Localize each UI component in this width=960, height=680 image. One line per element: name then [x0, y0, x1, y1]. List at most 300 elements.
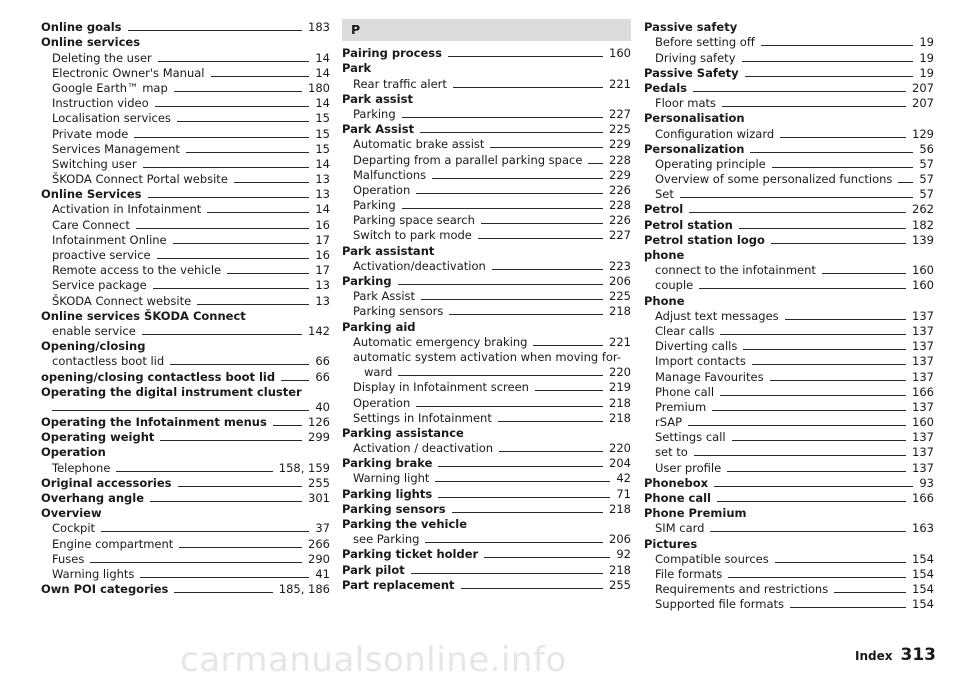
leader-line [179, 547, 302, 548]
index-entry [41, 262, 330, 277]
index-term: Operating weight [41, 430, 155, 445]
leader-line [714, 486, 913, 487]
index-term: Warning lights [52, 566, 135, 581]
index-term: Overhang angle [41, 491, 145, 505]
index-term: Phone call [655, 384, 715, 399]
index-term: Online Services [41, 187, 142, 202]
page-ref: 137 [912, 308, 934, 323]
index-entry [342, 334, 631, 349]
leader-line [492, 269, 603, 270]
index-term: Telephone [52, 460, 111, 475]
leader-line [780, 137, 906, 138]
index-entry [342, 182, 631, 197]
index-entry [342, 45, 631, 60]
page-ref: 137 [912, 430, 934, 445]
index-term: enable service [52, 323, 136, 338]
leader-line [689, 212, 906, 213]
leader-line [142, 334, 302, 335]
index-term: Premium [655, 399, 707, 414]
page-ref: 207 [912, 80, 934, 95]
index-entry [644, 535, 934, 550]
index-term: Petrol station [644, 217, 733, 232]
leader-line [770, 380, 906, 381]
index-term: Park assistant [342, 243, 435, 258]
index-term: Park assist [342, 91, 413, 106]
leader-line [750, 152, 913, 153]
index-entry [41, 429, 330, 444]
index-term: Compatible sources [655, 551, 769, 566]
index-term: Operating the Infotainment menus [41, 415, 267, 430]
index-entry [41, 444, 330, 459]
index-entry [342, 121, 631, 136]
leader-line [402, 117, 603, 118]
leader-line [155, 106, 310, 107]
index-entry [644, 216, 934, 231]
page-ref: 219 [609, 380, 631, 395]
page-ref: 14 [315, 156, 330, 171]
index-term: Before setting off [655, 35, 755, 50]
watermark: carmanualsonline.info [180, 640, 567, 680]
footer-label: Index [855, 649, 893, 663]
index-term: Parking the vehicle [342, 517, 468, 531]
leader-line [680, 197, 913, 198]
index-entry [342, 258, 631, 273]
page-ref: 13 [315, 278, 330, 293]
index-term: Petrol station logo [644, 232, 765, 247]
index-entry [644, 551, 934, 566]
page-ref: 160 [912, 278, 934, 293]
leader-line [739, 228, 906, 229]
index-entry [644, 49, 934, 64]
index-term: Supported file formats [655, 597, 785, 612]
index-entry [41, 110, 330, 125]
index-entry [41, 368, 330, 383]
page-ref: 15 [315, 111, 330, 126]
index-term: Settings call [655, 430, 726, 445]
leader-line [712, 410, 906, 411]
leader-line [273, 425, 302, 426]
page-ref: 129 [912, 126, 934, 141]
index-entry [644, 368, 934, 383]
index-entry [41, 80, 330, 95]
page-ref: 227 [609, 106, 631, 121]
page-ref: 182 [912, 217, 934, 232]
leader-line [173, 243, 310, 244]
index-term: Cockpit [52, 521, 96, 536]
index-entry [644, 247, 934, 262]
page-ref: 218 [609, 410, 631, 425]
section-letter-header: P [342, 19, 631, 41]
index-entry [342, 349, 631, 364]
leader-line [136, 228, 310, 229]
index-term: Personalisation [644, 111, 745, 126]
index-entry [342, 470, 631, 485]
page-ref: 37 [315, 521, 330, 536]
leader-line [420, 132, 603, 133]
index-entry [342, 242, 631, 257]
leader-line [448, 56, 603, 57]
leader-line [771, 243, 906, 244]
page-ref: 137 [912, 399, 934, 414]
page-ref: 206 [609, 274, 631, 288]
index-term: User profile [655, 460, 722, 475]
page-ref: 225 [609, 122, 631, 137]
page-ref: 13 [315, 187, 330, 202]
index-term: Overview [41, 506, 102, 521]
index-entry [342, 410, 631, 425]
index-entry [644, 232, 934, 247]
leader-line [461, 588, 604, 589]
index-entry [644, 566, 934, 581]
page-ref: 206 [609, 532, 631, 547]
index-entry [41, 49, 330, 64]
leader-line [90, 562, 302, 563]
page-ref: 290 [308, 551, 330, 566]
index-term: Automatic brake assist [353, 137, 485, 152]
index-entry [41, 505, 330, 520]
leader-line [281, 380, 309, 381]
leader-line [717, 501, 906, 502]
index-term: Park [342, 61, 372, 76]
index-term: Settings in Infotainment [353, 410, 492, 425]
index-term: Online services ŠKODA Connect [41, 308, 246, 323]
index-term: Own POI categories [41, 582, 169, 597]
index-term: Operation [353, 395, 411, 410]
index-entry [342, 379, 631, 394]
index-term: Phone [644, 293, 685, 308]
index-term: Private mode [52, 126, 129, 141]
index-term: Set [655, 187, 674, 202]
page-ref: 207 [912, 96, 934, 111]
index-term: Services Management [52, 141, 180, 156]
leader-line [177, 121, 309, 122]
leader-line [227, 273, 309, 274]
leader-line [728, 577, 906, 578]
index-entry [41, 338, 330, 353]
leader-line [484, 557, 610, 558]
index-entry [644, 459, 934, 474]
page-ref: 19 [919, 50, 934, 65]
index-entry [342, 364, 631, 379]
page-ref: 14 [315, 202, 330, 217]
leader-line [710, 531, 906, 532]
leader-line [694, 455, 906, 456]
leader-line [822, 273, 906, 274]
leader-line [742, 61, 914, 62]
leader-line [425, 542, 603, 543]
leader-line [720, 395, 906, 396]
index-term: Opening/closing [41, 339, 146, 354]
index-term: Original accessories [41, 475, 172, 490]
page-ref: 13 [315, 293, 330, 308]
page-ref: 137 [912, 445, 934, 460]
index-term: Parking [353, 106, 396, 121]
index-term: Parking [342, 274, 392, 288]
index-term: Activation in Infotainment [52, 202, 202, 217]
index-term: Display in Infotainment screen [353, 380, 529, 395]
page-ref: 42 [616, 471, 631, 486]
index-term: Service package [52, 278, 147, 293]
page-ref: 154 [912, 566, 934, 581]
index-term: Park Assist [353, 289, 416, 304]
leader-line [699, 288, 906, 289]
page-ref: 154 [912, 582, 934, 597]
index-term: SIM card [655, 521, 705, 536]
page-ref: 41 [315, 566, 330, 581]
index-entry [644, 156, 934, 171]
index-term: Online services [41, 35, 141, 50]
index-entry [342, 485, 631, 500]
index-column-3 [644, 19, 934, 611]
page-ref: 183 [308, 20, 330, 35]
index-entry [644, 277, 934, 292]
index-term: Operation [41, 445, 106, 460]
page-ref: 166 [912, 384, 934, 399]
page-ref: 220 [609, 365, 631, 380]
index-entry [644, 19, 934, 34]
leader-line [732, 440, 906, 441]
index-entry [41, 65, 330, 80]
index-entry [342, 197, 631, 212]
index-term: rSAP [655, 415, 683, 430]
leader-line [688, 425, 906, 426]
index-term: automatic system activation when moving for- [353, 349, 622, 364]
page-ref: 19 [919, 65, 934, 80]
page-ref: 166 [912, 491, 934, 505]
leader-line [772, 167, 914, 168]
leader-line [481, 223, 603, 224]
index-entry [644, 505, 934, 520]
page-ref: 137 [912, 323, 934, 338]
page-ref: 16 [315, 248, 330, 262]
index-entry [342, 273, 631, 288]
index-entry [644, 186, 934, 201]
index-entry [644, 34, 934, 49]
page-ref: 56 [919, 141, 934, 156]
leader-line [745, 76, 914, 77]
leader-line [722, 106, 906, 107]
index-term: Park Assist [342, 122, 415, 137]
leader-line [234, 182, 309, 183]
index-entry [644, 444, 934, 459]
leader-line [52, 410, 309, 411]
page-ref: 158, 159 [278, 460, 330, 475]
index-term: Manage Favourites [655, 369, 764, 384]
index-entry [342, 91, 631, 106]
page-footer [855, 645, 936, 665]
leader-line [398, 375, 603, 376]
leader-line [148, 197, 310, 198]
leader-line [752, 364, 906, 365]
index-entry [644, 262, 934, 277]
page-ref: 137 [912, 339, 934, 354]
index-entry [342, 60, 631, 75]
leader-line [743, 349, 906, 350]
index-term: Parking sensors [342, 501, 446, 516]
index-entry [41, 186, 330, 201]
index-term: Parking ticket holder [342, 547, 479, 562]
page-ref: 228 [609, 152, 631, 167]
leader-line [727, 471, 906, 472]
leader-line [211, 76, 310, 77]
leader-line [533, 345, 603, 346]
index-term: File formats [655, 566, 723, 581]
index-entry [644, 596, 934, 611]
index-term: Phonebox [644, 475, 709, 490]
page-ref: 228 [609, 198, 631, 213]
leader-line [588, 163, 603, 164]
leader-line [416, 193, 603, 194]
leader-line [116, 471, 272, 472]
page-ref: 221 [609, 334, 631, 349]
index-term: Rear traffic alert [353, 76, 447, 91]
page-ref: 255 [609, 577, 631, 592]
page-ref: 180 [308, 80, 330, 95]
index-entry [41, 459, 330, 474]
leader-line [143, 167, 310, 168]
index-term: Care Connect [52, 217, 130, 232]
leader-line [160, 440, 302, 441]
leader-line [490, 147, 603, 148]
index-entry [644, 353, 934, 368]
index-entry [41, 156, 330, 171]
index-term: Instruction video [52, 96, 149, 111]
index-term: Electronic Owner's Manual [52, 65, 205, 80]
leader-line [128, 30, 303, 31]
leader-line [398, 284, 603, 285]
leader-line [134, 137, 309, 138]
index-entry [644, 475, 934, 490]
page-ref: 16 [315, 217, 330, 232]
index-entry [644, 323, 934, 338]
index-term: Switching user [52, 156, 137, 171]
index-term: Remote access to the vehicle [52, 263, 222, 278]
index-entry [644, 384, 934, 399]
leader-line [535, 390, 603, 391]
index-term: Automatic emergency braking [353, 334, 528, 349]
index-term: Personalization [644, 141, 745, 156]
page-ref: 66 [315, 354, 330, 369]
page-ref: 218 [609, 395, 631, 410]
index-entry [342, 136, 631, 151]
index-entry [41, 201, 330, 216]
page-ref: 255 [308, 475, 330, 490]
index-entry [342, 212, 631, 227]
page-ref: 14 [315, 96, 330, 111]
index-entry [644, 308, 934, 323]
index-term: Parking brake [342, 456, 433, 471]
index-term: phone [644, 248, 685, 262]
index-entry [41, 277, 330, 292]
page-ref: 218 [609, 304, 631, 319]
page-ref: 262 [912, 202, 934, 217]
index-entry [41, 171, 330, 186]
index-term: Fuses [52, 551, 85, 566]
index-term: Passive safety [644, 20, 738, 35]
index-entry [342, 516, 631, 531]
index-entry [644, 581, 934, 596]
page-ref: 160 [609, 46, 631, 61]
index-entry [644, 490, 934, 505]
index-term: see Parking [353, 532, 420, 547]
leader-line [498, 421, 603, 422]
index-term: Adjust text messages [655, 308, 779, 323]
index-term: Overview of some personalized functions [655, 172, 893, 187]
index-term: ward [364, 365, 393, 380]
leader-line [140, 577, 309, 578]
index-entry [644, 399, 934, 414]
leader-line [449, 314, 603, 315]
page-ref: 218 [609, 501, 631, 516]
index-term: Pairing process [342, 46, 442, 61]
leader-line [438, 466, 603, 467]
page-ref: 185, 186 [278, 582, 330, 597]
page-ref: 160 [912, 415, 934, 430]
leader-line [435, 481, 610, 482]
leader-line [207, 212, 309, 213]
leader-line [761, 45, 914, 46]
index-term: Google Earth™ map [52, 80, 168, 95]
page-ref: 139 [912, 232, 934, 247]
page-ref: 57 [919, 172, 934, 187]
index-entry [342, 561, 631, 576]
index-entry [41, 551, 330, 566]
index-term: Activation/deactivation [353, 258, 486, 273]
page-number: 313 [900, 645, 936, 665]
index-entry [41, 475, 330, 490]
index-entry [644, 141, 934, 156]
page-ref: 14 [315, 65, 330, 80]
page-ref: 93 [919, 475, 934, 490]
page-ref: 227 [609, 228, 631, 243]
page-ref: 92 [616, 547, 631, 562]
index-entry [41, 384, 330, 399]
index-term: Phone call [644, 491, 711, 505]
index-entry [41, 323, 330, 338]
index-term: contactless boot lid [52, 354, 165, 369]
leader-line [186, 152, 309, 153]
index-entry [342, 501, 631, 516]
page-ref: 19 [919, 35, 934, 50]
page-ref: 15 [315, 126, 330, 141]
page-ref: 57 [919, 187, 934, 202]
index-term: ŠKODA Connect Portal website [52, 172, 228, 187]
page-ref: 229 [609, 167, 631, 182]
page-ref: 225 [609, 289, 631, 304]
index-term: Clear calls [655, 323, 715, 338]
index-term: Parking space search [353, 213, 475, 228]
index-term: Operation [353, 182, 411, 197]
index-term: Operating the digital instrument cluster [41, 384, 302, 399]
page-ref: 66 [315, 369, 330, 384]
index-term: Parking assistance [342, 425, 464, 440]
index-entry [342, 288, 631, 303]
page-ref: 163 [912, 521, 934, 536]
index-term: Parking [353, 198, 396, 213]
index-entry [644, 65, 934, 80]
index-term: Requirements and restrictions [655, 582, 829, 597]
index-entry [41, 34, 330, 49]
index-term: Diverting calls [655, 339, 738, 354]
leader-line [153, 288, 310, 289]
index-entry [644, 429, 934, 444]
index-entry [41, 353, 330, 368]
index-entry [644, 125, 934, 140]
page-ref: 154 [912, 551, 934, 566]
leader-line [452, 512, 603, 513]
index-term: Phone Premium [644, 506, 747, 521]
page-ref: 299 [308, 430, 330, 445]
